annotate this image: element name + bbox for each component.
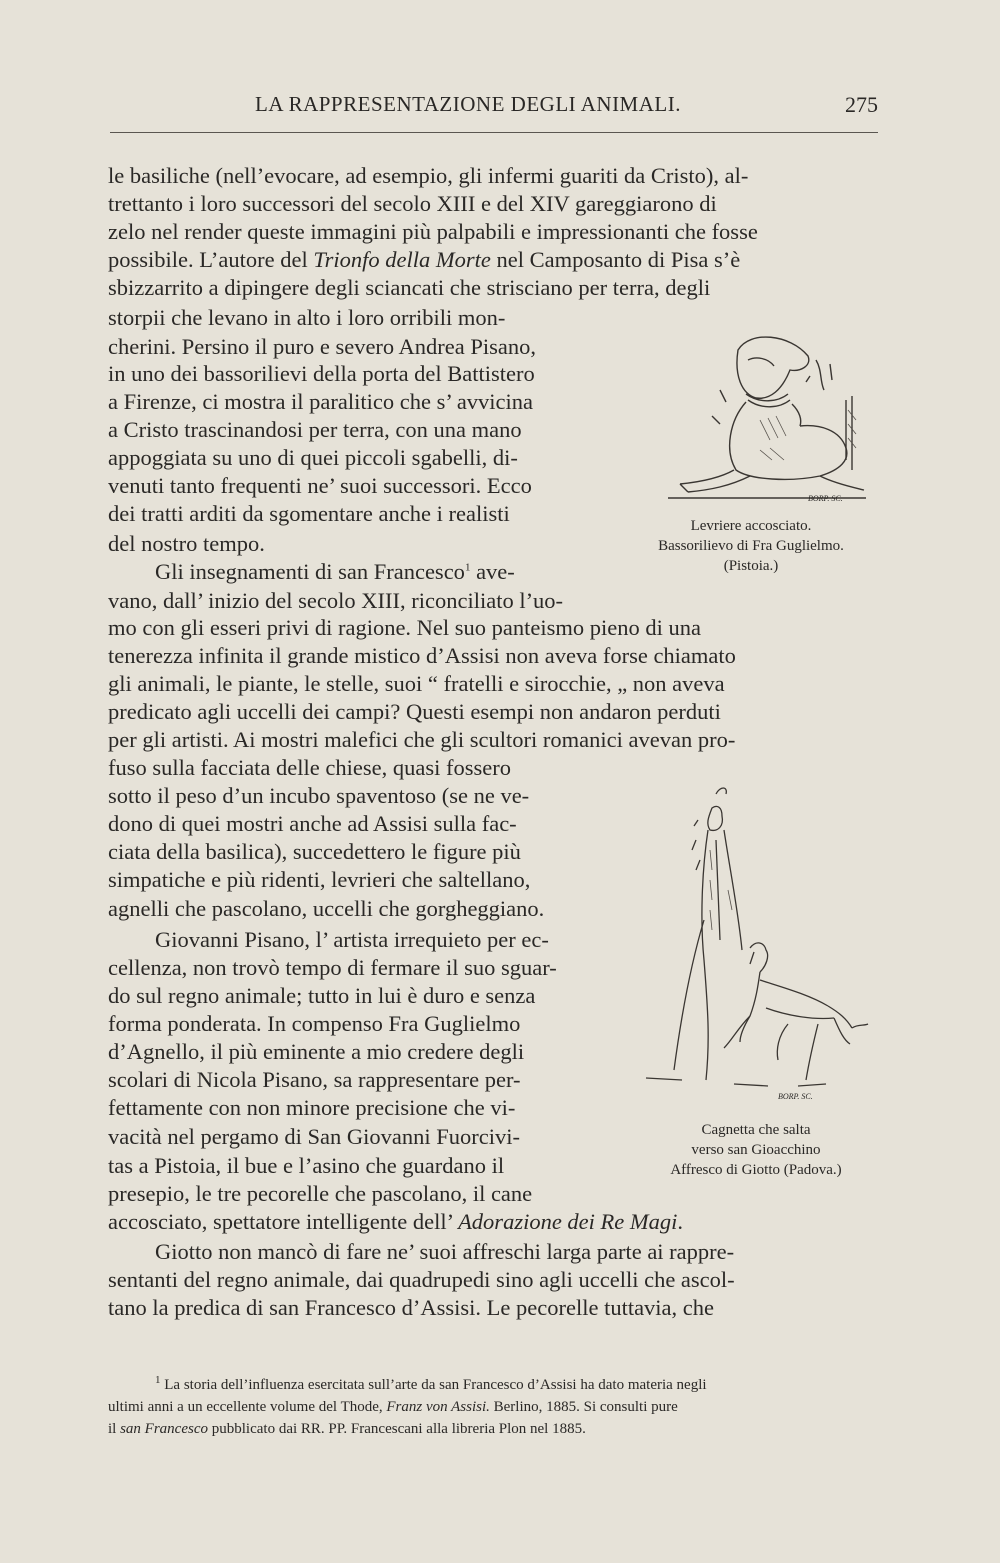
caption-line: (Pistoia.) xyxy=(723,558,779,574)
text-line: tas a Pistoia, il bue e l’asino che guardano il xyxy=(108,1153,505,1178)
text-line: fuso sulla facciata delle chiese, quasi fossero xyxy=(108,755,511,780)
text-line: Giotto non mancò di fare ne’ suoi affreschi larga parte ai rappre- xyxy=(155,1239,735,1264)
text-line: storpii che levano in alto i loro orribili mon- xyxy=(108,305,506,330)
text-span: . xyxy=(677,1209,684,1234)
engraver-signature: BORP. SC. xyxy=(808,494,843,503)
text-span: Berlino, 1885. Si consulti pure xyxy=(489,1399,678,1415)
text-line: dono di quei mostri anche ad Assisi sulla fac- xyxy=(108,811,517,836)
figure-caption xyxy=(636,1120,876,1180)
engraver-signature: BORP. SC. xyxy=(778,1092,813,1101)
jumping-dog-illustration xyxy=(638,780,878,1110)
text-line: mo con gli esseri privi di ragione. Nel suo panteismo pieno di una xyxy=(108,615,702,640)
text-span: il xyxy=(108,1421,121,1437)
text-line: gli animali, le piante, le stelle, suoi “ fratelli e sirocchie, „ non aveva xyxy=(108,671,725,696)
text-line: do sul regno animale; tutto in lui è duro e senza xyxy=(108,983,536,1008)
footnote-marker: 1 xyxy=(155,1374,161,1386)
text-line: le basiliche (nell’evocare, ad esempio, gli infermi guariti da Cristo), al- xyxy=(108,163,749,188)
text-line: scolari di Nicola Pisano, sa rappresentare per- xyxy=(108,1067,521,1092)
text-line: vacità nel pergamo di San Giovanni Fuorcivi- xyxy=(108,1124,520,1149)
text-span: ave- xyxy=(470,559,515,584)
italic-title: Adorazione dei Re Magi xyxy=(458,1209,678,1234)
text-line: predicato agli uccelli dei campi? Questi esempi non andaron perduti xyxy=(108,699,721,724)
text-line: cellenza, non trovò tempo di fermare il suo sguar- xyxy=(108,955,557,980)
text-line: agnelli che pascolano, uccelli che gorgheggiano. xyxy=(108,896,545,921)
text-line: forma ponderata. In compenso Fra Guglielmo xyxy=(108,1011,521,1036)
caption-line: Bassorilievo di Fra Guglielmo. xyxy=(658,538,844,554)
text-line: simpatiche e più ridenti, levrieri che saltellano, xyxy=(108,867,531,892)
text-line xyxy=(108,1208,683,1236)
text-line xyxy=(155,558,515,586)
text-line: per gli artisti. Ai mostri malefici che gli scultori romanici avevan pro- xyxy=(108,727,736,752)
text-line: tano la predica di san Francesco d’Assisi. Le pecorelle tuttavia, che xyxy=(108,1295,715,1320)
text-line xyxy=(108,246,740,274)
text-line: Giovanni Pisano, l’ artista irrequieto per ec- xyxy=(155,927,549,952)
text-line: trettanto i loro successori del secolo XIII e del XIV gareggiarono di xyxy=(108,191,717,216)
text-span: ultimi anni a un eccellente volume del Thode, xyxy=(108,1399,387,1415)
text-line: sentanti del regno animale, dai quadrupedi sino agli uccelli che ascol- xyxy=(108,1267,735,1292)
text-span: possibile. L’autore del xyxy=(108,247,314,272)
caption-line: Levriere accosciato. xyxy=(690,518,812,534)
text-line: cherini. Persino il puro e severo Andrea Pisano, xyxy=(108,334,537,359)
text-span: nel Camposanto di Pisa s’è xyxy=(490,247,741,272)
text-line: a Firenze, ci mostra il paralitico che s’ avvicina xyxy=(108,389,534,414)
footnote-line xyxy=(155,1374,707,1396)
footnote-line xyxy=(108,1418,586,1440)
figure-caption xyxy=(628,516,874,576)
italic-title: Trionfo della Morte xyxy=(313,247,491,272)
text-line: sotto il peso d’un incubo spaventoso (se ne ve- xyxy=(108,783,530,808)
text-line: sbizzarrito a dipingere degli sciancati che strisciano per terra, degli xyxy=(108,275,711,300)
running-head xyxy=(110,92,878,124)
text-span: La storia dell’influenza esercitata sull’arte da san Francesco d’Assisi ha dato materia negli xyxy=(160,1377,707,1393)
text-span: accosciato, spettatore intelligente dell’ xyxy=(108,1209,459,1234)
text-span: pubblicato dai RR. PP. Francescani alla libreria Plon nel 1885. xyxy=(208,1421,586,1437)
footnote-ref: 1 xyxy=(464,561,471,574)
greyhound-illustration xyxy=(660,320,870,510)
text-line: d’Agnello, il più eminente a mio credere degli xyxy=(108,1039,525,1064)
text-line: fettamente con non minore precisione che vi- xyxy=(108,1095,516,1120)
text-line: appoggiata su uno di quei piccoli sgabelli, di- xyxy=(108,445,518,470)
header-rule xyxy=(110,132,878,133)
text-line: vano, dall’ inizio del secolo XIII, riconciliato l’uo- xyxy=(108,588,564,613)
caption-line: verso san Gioacchino xyxy=(691,1142,821,1158)
text-line: tenerezza infinita il grande mistico d’Assisi non aveva forse chiamato xyxy=(108,643,736,668)
text-line: venuti tanto frequenti ne’ suoi successori. Ecco xyxy=(108,473,532,498)
figure-jumping-dog xyxy=(638,780,878,1110)
figure-greyhound xyxy=(660,320,870,510)
text-line: ciata della basilica), succedettero le figure più xyxy=(108,839,521,864)
text-line: presepio, le tre pecorelle che pascolano, il cane xyxy=(108,1181,533,1206)
italic-title: Franz von Assisi. xyxy=(386,1399,490,1415)
text-line: dei tratti arditi da sgomentare anche i realisti xyxy=(108,501,510,526)
text-line: a Cristo trascinandosi per terra, con una mano xyxy=(108,417,522,442)
running-head-title: LA RAPPRESENTAZIONE DEGLI ANIMALI. xyxy=(255,92,681,116)
text-span: Gli insegnamenti di san Francesco xyxy=(155,559,465,584)
text-line: zelo nel render queste immagini più palpabili e impressionanti che fosse xyxy=(108,219,758,244)
caption-line: Affresco di Giotto (Padova.) xyxy=(670,1162,842,1178)
footnote-line xyxy=(108,1396,678,1418)
italic-title: san Francesco xyxy=(120,1421,208,1437)
text-line: in uno dei bassorilievi della porta del Battistero xyxy=(108,361,535,386)
page-number: 275 xyxy=(845,92,878,117)
text-line: del nostro tempo. xyxy=(108,531,265,556)
caption-line: Cagnetta che salta xyxy=(701,1122,811,1138)
